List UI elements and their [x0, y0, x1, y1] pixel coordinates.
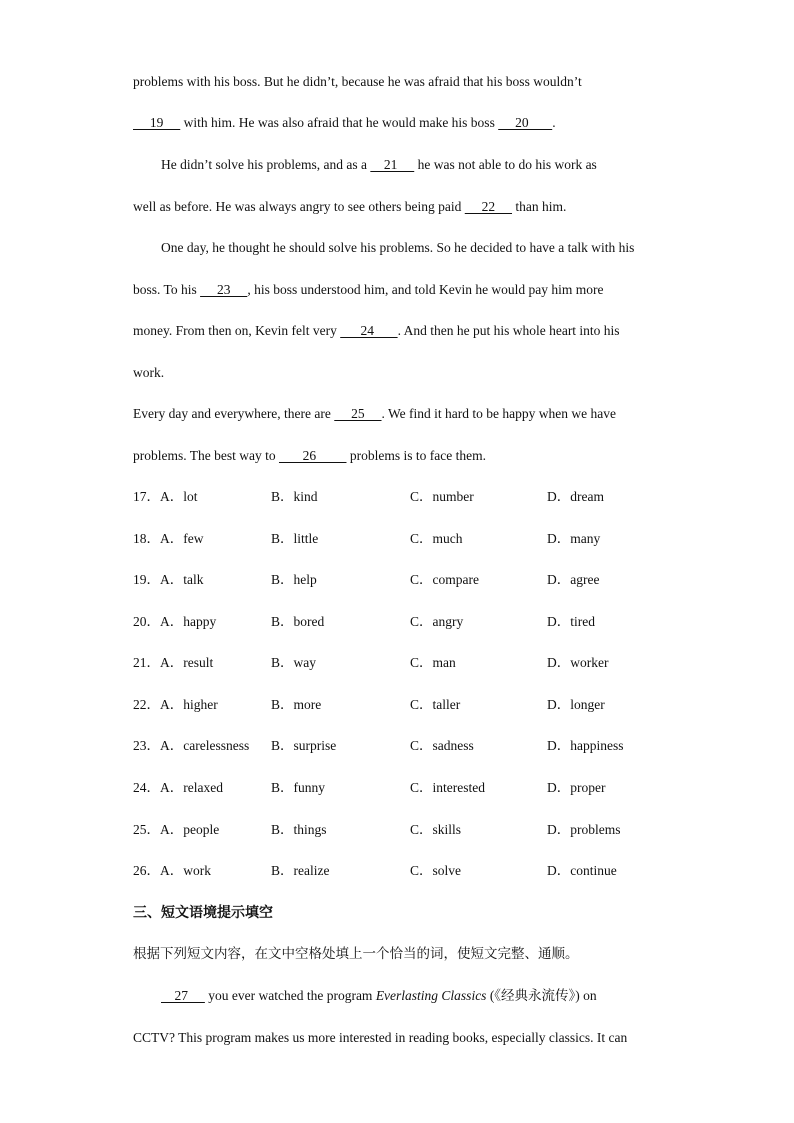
blank-23[interactable]: 23 — [200, 282, 248, 297]
question-options-17 — [133, 487, 663, 507]
option-a[interactable]: 25．A．people — [133, 822, 220, 837]
question-options-19 — [133, 570, 663, 590]
option-d[interactable]: D．problems — [547, 822, 621, 837]
option-c[interactable]: C．interested — [410, 780, 485, 795]
blank-24[interactable]: 24 — [340, 323, 398, 338]
option-a[interactable]: 20．A．happy — [133, 614, 217, 629]
passage-line — [133, 113, 556, 133]
option-d[interactable]: D．happiness — [547, 738, 624, 753]
question-options-24 — [133, 778, 663, 798]
question-options-18 — [133, 529, 663, 549]
option-b[interactable]: B．realize — [271, 863, 330, 878]
option-c[interactable]: C．compare — [410, 572, 479, 587]
option-b[interactable]: B．kind — [271, 489, 318, 504]
passage-line — [133, 404, 616, 424]
blank-19[interactable]: 19 — [133, 115, 181, 130]
passage-line: One day, he thought he should solve his problems. So he decided to have a talk with his — [161, 240, 635, 255]
option-b[interactable]: B．little — [271, 531, 319, 546]
blank-26[interactable]: 26 — [278, 448, 347, 463]
option-b[interactable]: B．things — [271, 822, 327, 837]
option-d[interactable]: D．agree — [547, 572, 600, 587]
option-a[interactable]: 23．A．carelessness — [133, 738, 250, 753]
passage-text: Every day and everywhere, there are — [133, 406, 335, 421]
passage-text: problems. The best way to — [133, 448, 279, 463]
passage-text: than him. — [512, 199, 567, 214]
passage-line — [161, 986, 597, 1006]
option-b[interactable]: B．more — [271, 697, 322, 712]
option-c[interactable]: C．taller — [410, 697, 461, 712]
passage-text: money. From then on, Kevin felt very — [133, 323, 341, 338]
blank-22[interactable]: 22 — [464, 199, 513, 214]
option-a[interactable]: 18．A．few — [133, 531, 204, 546]
passage-text: . We find it hard to be happy when we have — [381, 406, 616, 421]
option-d[interactable]: D．continue — [547, 863, 617, 878]
passage-line — [133, 197, 566, 217]
question-options-23 — [133, 736, 663, 756]
option-a[interactable]: 22．A．higher — [133, 697, 218, 712]
passage-line: work. — [133, 365, 165, 380]
option-a[interactable]: 21．A．result — [133, 655, 214, 670]
question-options-21 — [133, 653, 663, 673]
section-instruction: 根据下列短文内容，在文中空格处填上一个恰当的词，使短文完整、通顺。 — [133, 946, 579, 962]
question-options-26 — [133, 861, 663, 881]
passage-text: he was not able to do his work as — [414, 157, 597, 172]
option-a[interactable]: 19．A．talk — [133, 572, 204, 587]
passage-line — [133, 280, 604, 300]
passage-line — [133, 446, 486, 466]
option-b[interactable]: B．surprise — [271, 738, 337, 753]
option-d[interactable]: D．tired — [547, 614, 595, 629]
program-title: Everlasting Classics — [375, 988, 487, 1003]
option-a[interactable]: 26．A．work — [133, 863, 211, 878]
option-c[interactable]: C．much — [410, 531, 463, 546]
passage-text: boss. To his — [133, 282, 201, 297]
passage-line — [161, 155, 597, 175]
passage-text: (《经典永流传》) on — [486, 988, 597, 1003]
question-options-20 — [133, 612, 663, 632]
passage-text: . — [552, 115, 556, 130]
option-c[interactable]: C．number — [410, 489, 474, 504]
blank-21[interactable]: 21 — [370, 157, 415, 172]
question-options-22 — [133, 695, 663, 715]
blank-25[interactable]: 25 — [334, 406, 382, 421]
passage-text: He didn’t solve his problems, and as a — [161, 157, 371, 172]
section-heading: 三、短文语境提示填空 — [133, 905, 273, 921]
option-d[interactable]: D．proper — [547, 780, 606, 795]
option-c[interactable]: C．skills — [410, 822, 462, 837]
option-c[interactable]: C．angry — [410, 614, 464, 629]
option-d[interactable]: D．dream — [547, 489, 604, 504]
passage-line: problems with his boss. But he didn’t, because he was afraid that his boss wouldn’t — [133, 74, 582, 89]
option-b[interactable]: B．bored — [271, 614, 325, 629]
option-a[interactable]: 24．A．relaxed — [133, 780, 223, 795]
option-b[interactable]: B．help — [271, 572, 317, 587]
option-b[interactable]: B．funny — [271, 780, 325, 795]
passage-text: with him. He was also afraid that he would make his boss — [180, 115, 499, 130]
option-c[interactable]: C．solve — [410, 863, 462, 878]
passage-text: , his boss understood him, and told Kevin he would pay him more — [247, 282, 604, 297]
option-a[interactable]: 17．A．lot — [133, 489, 198, 504]
passage-line — [133, 321, 620, 341]
option-b[interactable]: B．way — [271, 655, 316, 670]
passage-line: CCTV? This program makes us more interested in reading books, especially classics. It can — [133, 1030, 628, 1045]
blank-20[interactable]: 20 — [498, 115, 553, 130]
blank-27[interactable]: 27 — [161, 988, 205, 1003]
option-c[interactable]: C．man — [410, 655, 456, 670]
passage-text: . And then he put his whole heart into his — [397, 323, 620, 338]
option-d[interactable]: D．many — [547, 531, 601, 546]
passage-text: problems is to face them. — [346, 448, 486, 463]
option-d[interactable]: D．worker — [547, 655, 609, 670]
passage-text: well as before. He was always angry to see others being paid — [133, 199, 465, 214]
option-c[interactable]: C．sadness — [410, 738, 474, 753]
passage-text: you ever watched the program — [204, 988, 376, 1003]
question-options-25 — [133, 820, 663, 840]
option-d[interactable]: D．longer — [547, 697, 605, 712]
